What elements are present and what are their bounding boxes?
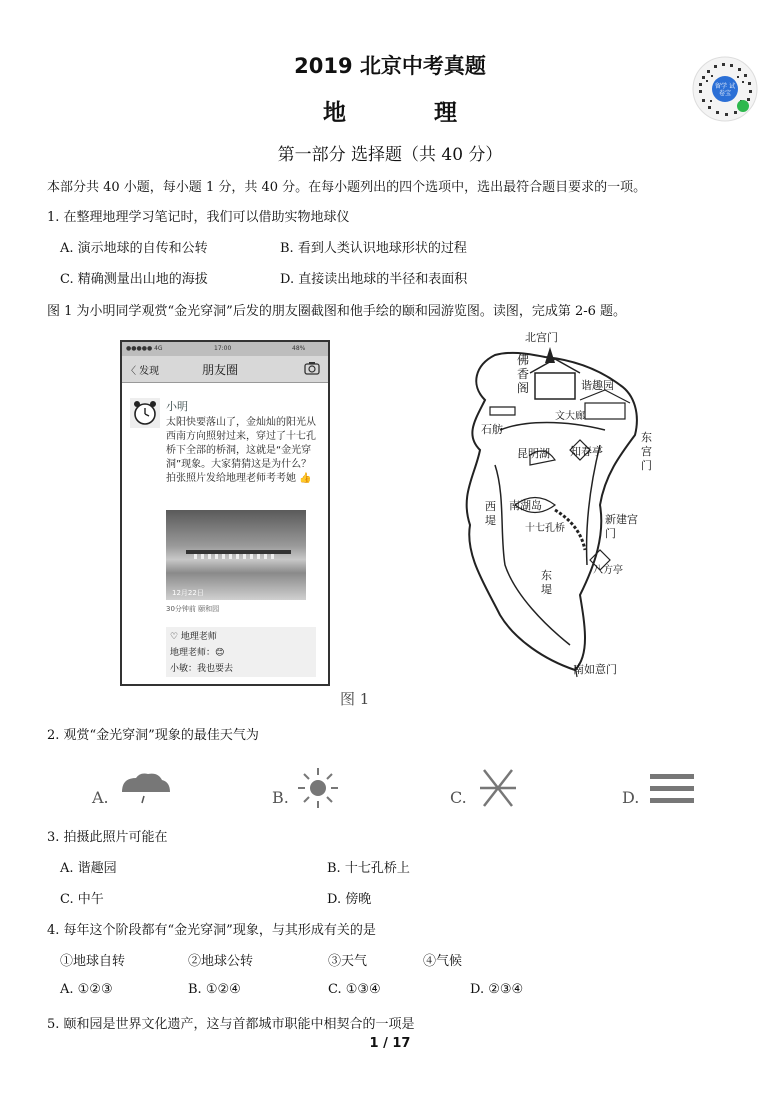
page-number: 1 / 17 [369,1036,411,1051]
q4-item-4: ④气候 [423,954,463,969]
phone-nav-bar [122,356,328,383]
camera-icon[interactable] [304,361,320,375]
q4-option-a[interactable]: A. ①②③ [60,982,113,997]
comment-teacher: 地理老师：😊 [170,648,225,658]
subject-title: 地 理 [322,100,497,126]
map-label-17-arch-bridge: 十七孔桥 [525,523,565,534]
q1-option-a[interactable]: A. 演示地球的自传和公转 [60,241,208,256]
q2-option-b[interactable]: B. [272,788,289,807]
q5-stem: 5. 颐和园是世界文化遗产，这与首都城市职能中相契合的一项是 [47,1017,415,1032]
map-label-east-gate: 东宫门 [641,431,652,472]
map-label-kunming-lake: 昆明湖 [517,447,550,460]
q2-stem: 2. 观赏“金光穿洞”现象的最佳天气为 [47,728,259,743]
sun-icon [296,766,340,810]
summer-palace-map [405,325,665,685]
q4-item-2: ②地球公转 [188,954,254,969]
qr-label: 留学 试卷宝 [715,83,735,97]
map-label-corridor: 文大廊 [555,411,585,422]
comments-box [166,627,316,677]
q1-option-b[interactable]: B. 看到人类认识地球形状的过程 [280,241,467,256]
q3-option-a[interactable]: A. 谐趣园 [60,861,117,876]
q3-option-d[interactable]: D. 傍晚 [327,892,372,907]
cloud-rain-icon [118,770,172,806]
comment-xiaomin: 小敏：我也要去 [170,664,234,674]
section-title: 第一部分 选择题（共 40 分） [277,145,503,165]
figure-caption: 图 1 [340,690,370,708]
q4-stem: 4. 每年这个阶段都有“金光穿洞”现象，与其形成有关的是 [47,923,376,938]
seventeen-arch-bridge-image [166,510,306,600]
map-label-south-ruyi-gate: 南如意门 [573,663,617,676]
battery-text: 48% [292,345,306,352]
map-label-west-dike: 西堤 [485,500,496,527]
signal-text: ●●●●● 4G [126,345,163,352]
qr-code-badge[interactable] [692,56,758,122]
exam-title: 2019 北京中考真题 [294,54,486,78]
q2-option-d[interactable]: D. [622,788,640,807]
q2-option-a[interactable]: A. [92,788,109,807]
photo-date: 12月22日 [172,589,204,597]
wind-sand-icon [476,766,520,810]
map-label-xinjian-gate: 新建宫门 [605,513,638,540]
phone-status-bar [122,342,328,356]
map-label-south-lake-island: 南湖岛 [509,499,542,512]
back-button[interactable]: 〈 发现 [126,366,160,377]
q4-option-c[interactable]: C. ①③④ [328,982,381,997]
q4-option-d[interactable]: D. ②③④ [470,982,524,997]
map-label-east-dike: 东堤 [541,569,552,596]
q3-option-c[interactable]: C. 中午 [60,892,104,907]
like-line[interactable]: ♡ 地理老师 [170,632,217,642]
moments-title: 朋友圈 [202,363,239,377]
figure-intro: 图 1 为小明同学观赏“金光穿洞”后发的朋友圈截图和他手绘的颐和园游览图。读图，完成第 2-6 题。 [47,304,627,319]
map-label-stone-boat: 石舫 [481,423,503,436]
q1-option-c[interactable]: C. 精确测量出山地的海拔 [60,272,208,287]
map-label-bafang-pavilion: 八方亭 [593,565,623,576]
q1-stem: 1. 在整理地理学习笔记时，我们可以借助实物地球仪 [47,210,350,225]
q3-option-b[interactable]: B. 十七孔桥上 [327,861,410,876]
map-label-north-gate: 北宫门 [525,331,558,344]
post-text: 太阳快要落山了，金灿灿的阳光从西南方向照射过来，穿过了十七孔桥下全部的桥洞，这就是“金光穿洞”现象。大家猜猜这是为什么？拍张照片发给地理老师考考她 👍 [166,417,316,484]
post-meta: 30分钟前 颐和园 [166,605,220,613]
clock-text: 17:00 [214,345,232,352]
map-label-xiequyuan: 谐趣园 [581,379,614,392]
post-username: 小明 [166,400,188,413]
q3-stem: 3. 拍摄此照片可能在 [47,830,168,845]
q4-item-1: ①地球自转 [60,954,126,969]
avatar-clock-icon [130,398,160,428]
fog-haze-icon [650,772,694,806]
q4-item-3: ③天气 [328,954,368,969]
wechat-moments-screenshot [120,340,330,686]
bridge-photo[interactable] [166,510,306,600]
q2-option-c[interactable]: C. [450,788,467,807]
section-intro: 本部分共 40 小题，每小题 1 分，共 40 分。在每小题列出的四个选项中，选出最符合题目要求的一项。 [47,180,647,195]
map-label-zhichunting: 知春亭 [570,445,603,458]
map-label-foxiangge: 佛香阁 [517,353,530,395]
q4-option-b[interactable]: B. ①②④ [188,982,241,997]
q1-option-d[interactable]: D. 直接读出地球的半径和表面积 [280,272,468,287]
